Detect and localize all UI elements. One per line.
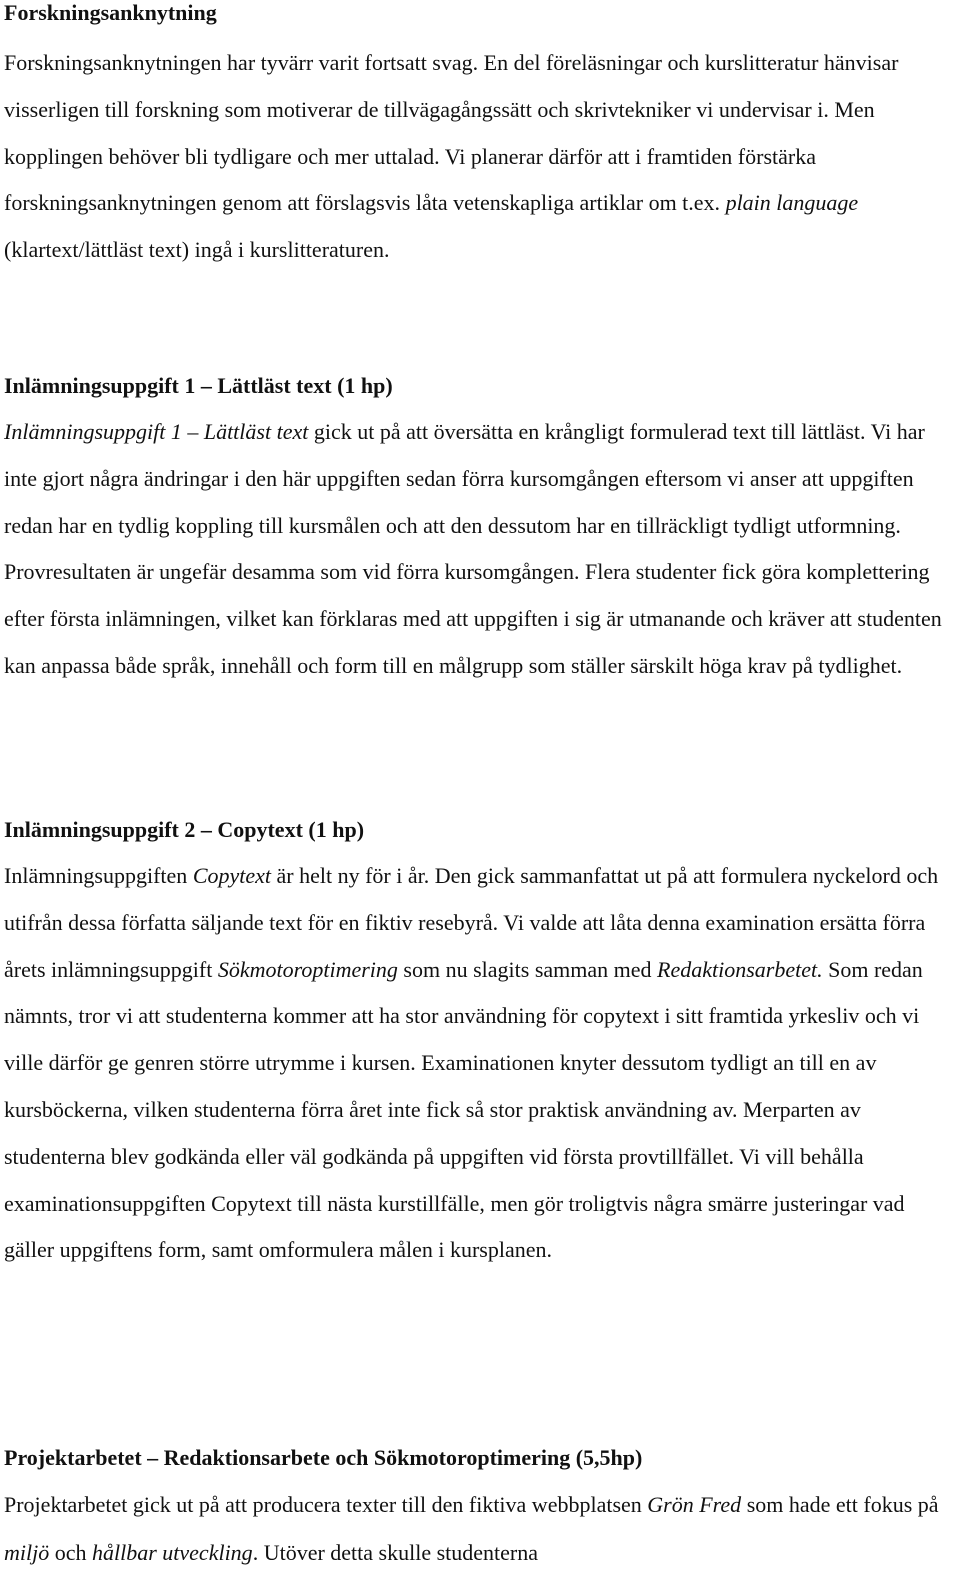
paragraph-text: Forskningsanknytningen har tyvärr varit fortsatt svag. En del föreläsningar och kurslitteratur hänvisar visserligen till forskning som motiverar de tillvägagångssätt och skrivtekniker vi undervisar i. Men kopplingen behöver bli tydligare och mer uttalad. Vi planerar därför att i framtiden förstärka forskningsanknytningen genom att förslagsvis låta vetenskapliga artiklar om t.ex. <box>4 50 899 216</box>
emphasized-text: Redaktionsarbetet. <box>657 956 823 982</box>
emphasized-text: hållbar utveckling <box>92 1540 253 1565</box>
paragraph-text: gick ut på att översätta en krångligt formulerad text till lättläst. Vi har inte gjort några ändringar i den här uppgiften sedan förra kursomgången eftersom vi anser att uppgiften redan har en tydlig koppling till kursmålen och att den dessutom har en tillräckligt tydligt utformning. Provresultaten är ungefär desamma som vid förra kursomgången. Flera studenter fick göra komplettering efter första inlämningen, vilket kan förklaras med att uppgiften i sig är utmanande och kräver att studenten kan anpassa både språk, innehåll och form till en målgrupp som ställer särskilt höga krav på tydlighet. <box>4 419 942 678</box>
section-heading: Inlämningsuppgift 2 – Copytext (1 hp) <box>4 817 365 842</box>
paragraph-text: . Utöver detta skulle studenterna <box>252 1540 538 1565</box>
paragraph-text: och <box>49 1540 92 1565</box>
emphasized-text: Inlämningsuppgift 1 – Lättläst text <box>4 419 309 444</box>
emphasized-text: plain language <box>725 190 859 216</box>
section-forskningsanknytning <box>4 0 954 274</box>
section-heading: Forskningsanknytning <box>4 0 217 25</box>
section-inlamningsuppgift-1 <box>4 372 954 690</box>
paragraph-text: som nu slagits samman med <box>397 956 658 982</box>
emphasized-text: Sökmotoroptimering <box>217 956 398 982</box>
paragraph-text: är helt ny för i år. Den gick sammanfattat ut på att formulera nyckelord och utifrån dessa författa säljande text för en fiktiv resebyrå. Vi valde att låta denna examination ersätta förra årets inlämningsuppgift <box>4 863 939 982</box>
section-inlamningsuppgift-2 <box>4 816 954 1274</box>
section-projektarbetet <box>4 1444 954 1577</box>
paragraph-text: Projektarbetet gick ut på att producera texter till den fiktiva webbplatsen <box>4 1492 648 1517</box>
section-heading: Projektarbetet – Redaktionsarbete och Sökmotoroptimering (5,5hp) <box>4 1445 643 1470</box>
paragraph-text: som hade ett fokus på <box>741 1492 939 1517</box>
section-paragraph <box>4 40 954 274</box>
emphasized-text: miljö <box>4 1540 50 1565</box>
paragraph-text: Inlämningsuppgiften <box>4 863 193 888</box>
emphasized-text: Copytext <box>192 863 272 888</box>
paragraph-text: Som redan nämnts, tror vi att studenterna kommer att ha stor användning för copytext i sitt framtida yrkesliv och vi ville därför ge genren större utrymme i kursen. Examinationen knyter dessutom tydligt an till en av kursböckerna, vilken studenterna förra året inte fick så stor praktisk användning av. Merparten av studenterna blev godkända eller väl godkända på uppgiften vid första provtillfället. Vi vill behålla examinationsuppgiften Copytext till nästa kurstillfälle, men gör troligtvis några smärre justeringar vad gäller uppgiftens form, samt omformulera målen i kursplanen. <box>4 956 923 1263</box>
emphasized-text: Grön Fred <box>647 1492 742 1517</box>
section-paragraph <box>4 409 954 690</box>
section-paragraph <box>4 853 954 1274</box>
paragraph-text: (klartext/lättläst text) ingå i kurslitteraturen. <box>4 237 390 263</box>
section-paragraph <box>4 1481 954 1577</box>
section-heading: Inlämningsuppgift 1 – Lättläst text (1 hp) <box>4 373 393 398</box>
